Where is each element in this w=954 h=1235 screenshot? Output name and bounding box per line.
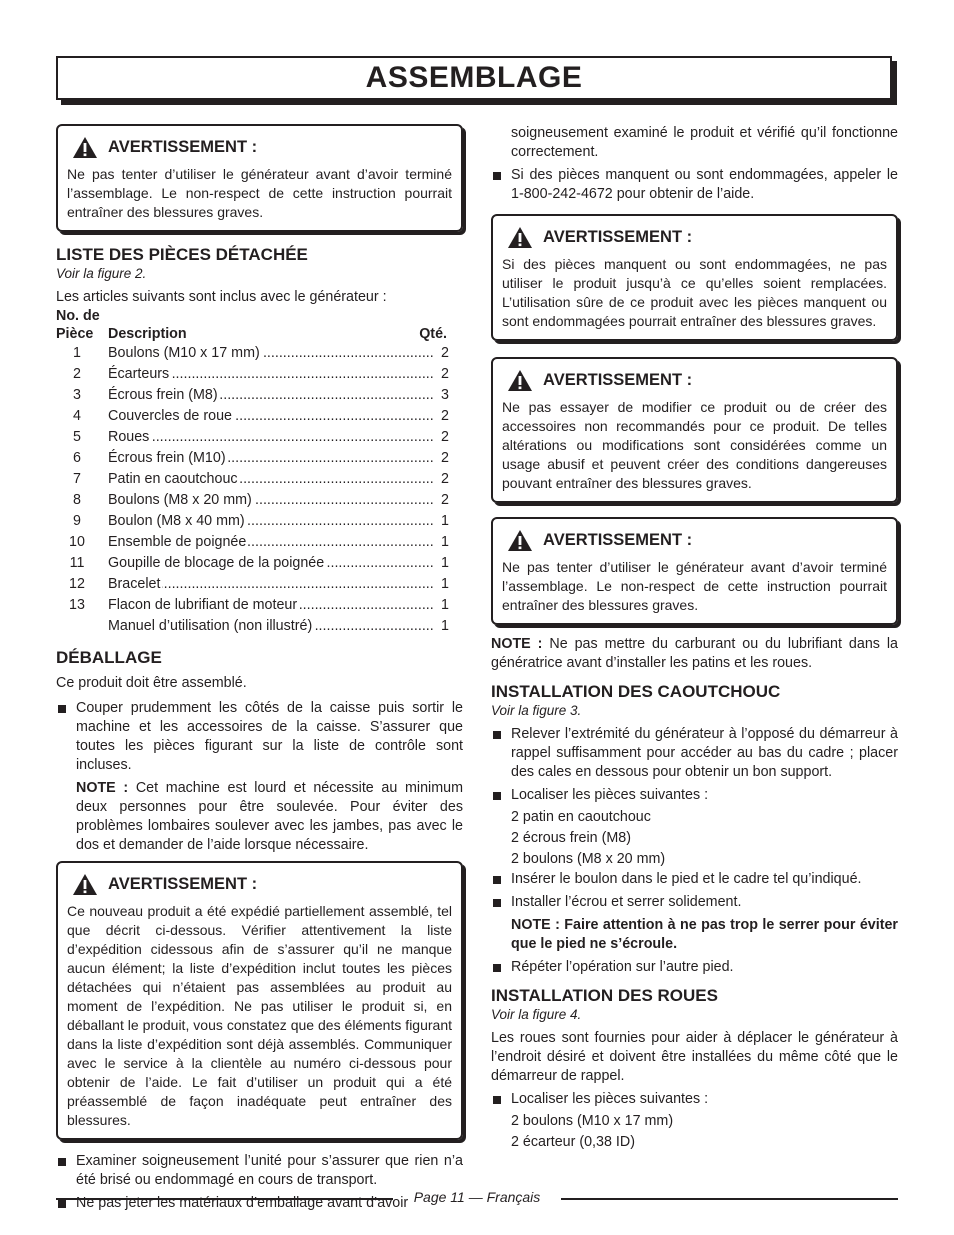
table-row <box>56 616 463 637</box>
part-quantity: 2 <box>441 429 449 445</box>
part-number: 7 <box>73 471 81 487</box>
unpack-note: NOTE : Cet machine est lourd et nécessite au minimum deux personnes pour être soulevée. Pour éviter des problèmes lombaires soulever avec les jambes, pas avec le dos et demander de l’aide lorsque nécessaire. <box>76 780 464 853</box>
parts-intro: Les articles suivants sont inclus avec le générateur : <box>56 289 387 305</box>
page-footer <box>56 1188 898 1208</box>
list-item: Installer l’écrou et serrer solidement. <box>491 893 898 912</box>
part-number: 12 <box>69 576 85 592</box>
bullet-continuation: soigneusement examiné le produit et vérifié qu’il fonctionne correctement. <box>511 125 898 160</box>
wheels-figref: Voir la figure 4. <box>491 1007 582 1022</box>
parts-col-no-de: No. de <box>56 308 100 324</box>
parts-col-qty: Qté. <box>419 326 447 342</box>
parts-col-desc: Description <box>108 326 187 342</box>
part-description: Écrous frein (M8) ..... <box>108 385 435 406</box>
rubber-list-2 <box>491 870 898 912</box>
table-row <box>56 385 463 406</box>
footer-rule-right <box>561 1198 898 1200</box>
warning-box-3 <box>491 214 898 341</box>
list-item: 2 écrous frein (M8) <box>511 830 631 846</box>
rubber-heading: INSTALLATION DES CAOUTCHOUC <box>491 682 781 701</box>
warning-label: AVERTISSEMENT : <box>108 875 258 893</box>
part-number: 3 <box>73 387 81 403</box>
parts-col-piece: Pièce <box>56 326 94 342</box>
rubber-list <box>491 725 898 805</box>
part-description: Roues ..... <box>108 427 435 448</box>
page-title-box <box>56 56 892 100</box>
warning-box-4 <box>491 357 898 503</box>
warning-text: Ne pas tenter d’utiliser le générateur avant d’avoir terminé l’assemblage. Le non-respect de cette instruction pourrait entraîner des blessures graves. <box>502 559 887 613</box>
part-quantity: 1 <box>441 618 449 634</box>
warning-triangle-icon <box>72 873 98 896</box>
table-row <box>56 595 463 616</box>
part-description: Boulons (M8 x 20 mm) ..... <box>108 490 435 511</box>
part-number <box>56 616 98 637</box>
part-quantity: 2 <box>441 366 449 382</box>
list-item: 2 boulons (M10 x 17 mm) <box>511 1113 674 1129</box>
parts-list <box>56 343 463 637</box>
left-column <box>56 124 463 1217</box>
warning-triangle-icon <box>507 226 533 249</box>
list-item: Examiner soigneusement l’unité pour s’assurer que rien n’a été brisé ou endommagé en cours de transport. <box>56 1152 463 1190</box>
warning-box-2 <box>56 861 463 1140</box>
wheels-intro: Les roues sont fournies pour aider à déplacer le générateur à l’endroit désiré et doivent être installées du même côté que le démarreur de rappel. <box>491 1030 898 1084</box>
part-number: 5 <box>73 429 81 445</box>
table-row <box>56 364 463 385</box>
fuel-note: NOTE : Ne pas mettre du carburant ou du lubrifiant dans la génératrice avant d’installer les patins et les roues. <box>491 636 898 671</box>
list-item: Répéter l’opération sur l’autre pied. <box>491 958 898 977</box>
warning-text: Si des pièces manquent ou sont endommagées, ne pas utiliser le produit jusqu’à ce qu’elles soient remplacées. L’utilisation sûre de ce produit avec les pièces manquent ou sont endommagées pourrait entraîner des blessures graves. <box>502 256 887 329</box>
page-title: ASSEMBLAGE <box>365 61 583 94</box>
warning-text: Ce nouveau produit a été expédié partiellement assemblé, tel que décrit ci-dessous. Vérifier attentivement la liste d’expédition cidessous afin de s’assurer qu’il ne manque aucun élément; la liste d’expédition inclut toutes les pièces détachées qui n’étaient pas assemblées au produit au moment de l’expédition. Ne pas utiliser le produit si, en déballant le produit, vous constatez que des éléments figurant dans la liste d’expédition sont déjà assemblés. Communiquer avec le service à la clientèle au numéro ci-dessous pour obtenir de l’aide. Le fait d’utiliser un produit qui a été préassemblé de façon inadéquate peut entraîner des blessures. <box>67 903 452 1128</box>
part-description: Ensemble de poignée ..... <box>108 532 435 553</box>
part-number: 2 <box>73 366 81 382</box>
table-row <box>56 427 463 448</box>
part-description: Bracelet ..... <box>108 574 435 595</box>
part-description: Boulon (M8 x 40 mm) ..... <box>108 511 435 532</box>
part-quantity: 1 <box>441 534 449 550</box>
part-description: Écrous frein (M10) ..... <box>108 448 435 469</box>
wheels-heading: INSTALLATION DES ROUES <box>491 986 718 1005</box>
warning-text: Ne pas tenter d’utiliser le générateur avant d’avoir terminé l’assemblage. Le non-respect de cette instruction pourrait entraîner des blessures graves. <box>67 166 452 220</box>
unpack-heading: DÉBALLAGE <box>56 648 162 667</box>
part-quantity: 1 <box>441 576 449 592</box>
inspect-list-cont <box>491 166 898 204</box>
part-number: 6 <box>73 450 81 466</box>
part-number: 9 <box>73 513 81 529</box>
table-row <box>56 469 463 490</box>
warning-label: AVERTISSEMENT : <box>543 371 693 389</box>
wheels-parts <box>491 1111 898 1153</box>
part-number: 1 <box>73 345 81 361</box>
unpack-list <box>56 699 463 775</box>
part-number: 10 <box>69 534 85 550</box>
list-item: 2 patin en caoutchouc <box>511 809 651 825</box>
list-item: Localiser les pièces suivantes : <box>491 786 898 805</box>
part-description: Goupille de blocage de la poignée ..... <box>108 553 435 574</box>
warning-triangle-icon <box>507 369 533 392</box>
part-quantity: 2 <box>441 492 449 508</box>
warning-box-1 <box>56 124 463 232</box>
part-quantity: 2 <box>441 345 449 361</box>
part-quantity: 2 <box>441 450 449 466</box>
warning-box-5 <box>491 517 898 625</box>
part-description: Flacon de lubrifiant de moteur ..... <box>108 595 435 616</box>
part-quantity: 3 <box>441 387 449 403</box>
warning-label: AVERTISSEMENT : <box>543 531 693 549</box>
unpack-intro: Ce produit doit être assemblé. <box>56 675 247 691</box>
table-row <box>56 574 463 595</box>
parts-heading: LISTE DES PIÈCES DÉTACHÉE <box>56 245 308 264</box>
part-quantity: 1 <box>441 555 449 571</box>
part-description: Écarteurs ..... <box>108 364 435 385</box>
warning-label: AVERTISSEMENT : <box>108 138 258 156</box>
list-item: 2 boulons (M8 x 20 mm) <box>511 851 666 867</box>
rubber-list-3 <box>491 958 898 977</box>
table-row <box>56 343 463 364</box>
footer-text: Page 11 — Français <box>413 1189 541 1205</box>
part-number: 8 <box>73 492 81 508</box>
list-item: Ne pas jeter les matériaux d’emballage avant d’avoir <box>56 1194 463 1213</box>
rubber-note: NOTE : Faire attention à ne pas trop le serrer pour éviter que le pied ne s’écroule. <box>511 917 898 952</box>
warning-label: AVERTISSEMENT : <box>543 228 693 246</box>
table-row <box>56 511 463 532</box>
list-item: 2 écarteur (0,38 ID) <box>511 1134 635 1150</box>
part-description: Patin en caoutchouc ..... <box>108 469 435 490</box>
rubber-parts <box>491 807 898 870</box>
wheels-list <box>491 1090 898 1109</box>
part-quantity: 2 <box>441 471 449 487</box>
warning-text: Ne pas essayer de modifier ce produit ou de créer des accessoires non recommandés pour ce produit. De telles altérations ou modifications sont considérées comme un usage abusif et peuvent créer des conditions dangereuses pouvant entraîner des blessures graves. <box>502 399 887 491</box>
parts-header-row <box>56 325 463 343</box>
table-row <box>56 532 463 553</box>
table-row <box>56 553 463 574</box>
list-item: Localiser les pièces suivantes : <box>491 1090 898 1109</box>
rubber-figref: Voir la figure 3. <box>491 703 582 718</box>
part-quantity: 2 <box>441 408 449 424</box>
part-quantity: 1 <box>441 597 449 613</box>
part-number: 11 <box>69 555 85 571</box>
right-column <box>491 124 898 1153</box>
list-item: Couper prudemment les côtés de la caisse puis sortir le machine et les accessoires de la caisse. S’assurer que toutes les pièces figurant sur la liste de contrôle sont incluses. <box>56 699 463 775</box>
parts-figref: Voir la figure 2. <box>56 266 147 281</box>
part-quantity: 1 <box>441 513 449 529</box>
list-item: Insérer le boulon dans le pied et le cadre tel qu’indiqué. <box>491 870 898 889</box>
list-item: Si des pièces manquent ou sont endommagées, appeler le 1-800-242-4672 pour obtenir de l’aide. <box>491 166 898 204</box>
part-description: Boulons (M10 x 17 mm) ..... <box>108 343 435 364</box>
table-row <box>56 490 463 511</box>
warning-triangle-icon <box>507 529 533 552</box>
warning-triangle-icon <box>72 136 98 159</box>
part-description: Couvercles de roue ..... <box>108 406 435 427</box>
part-number: 4 <box>73 408 81 424</box>
table-row <box>56 448 463 469</box>
part-number: 13 <box>69 597 85 613</box>
list-item: Relever l’extrémité du générateur à l’opposé du démarreur à rappel suffisamment pour accéder au bas du cadre ; placer des cales en dessous pour obtenir un bon support. <box>491 725 898 782</box>
table-row <box>56 406 463 427</box>
part-description: Manuel d’utilisation (non illustré) ..... <box>108 616 435 637</box>
